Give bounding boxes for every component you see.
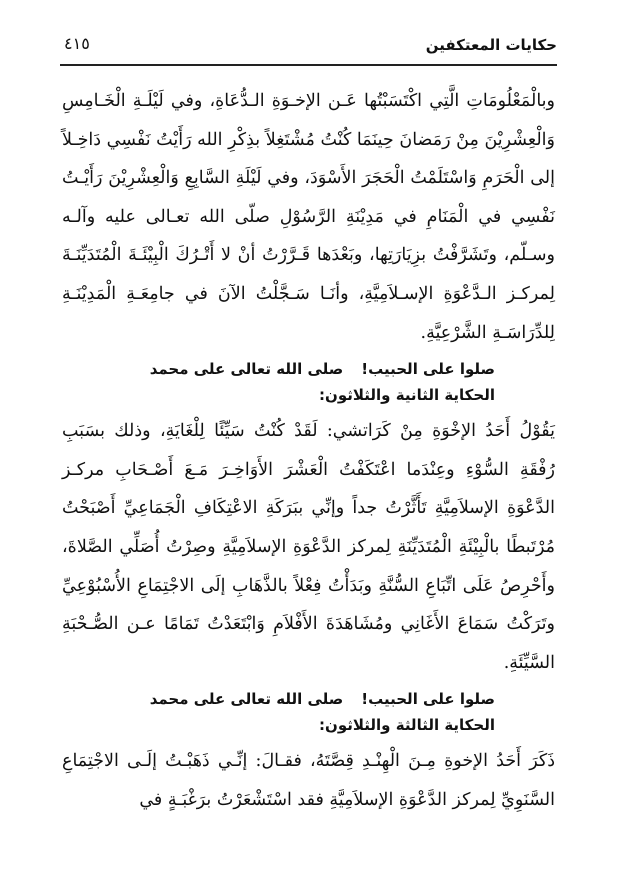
salutation-call: صلوا على الحبيب! [361,360,495,379]
story-paragraph: ذَكَرَ أَحَدُ الإخوةِ مِـنَ الْهِنْـدِ قِصَّتَهُ، فقـالَ: إنِّـي ذَهَبْـتُ إلَـى الاجْتِمَاعِ السَّنَوِيِّ لِمركز الدَّعْوَةِ الإسلاَمِيَّةِ فقد اسْتَشْعَرْتُ برَغْبَـةٍ في [62,751,555,810]
salutation-response: صلى الله تعالى على محمد [149,360,344,379]
salutation-call: صلوا على الحبيب! [361,690,495,709]
story-heading: الحكاية الثالثة والثلاثون: [319,716,495,735]
salutation-line [62,356,555,382]
page-header [60,30,557,66]
salutation-line [62,686,555,712]
story-heading: الحكاية الثانية والثلاثون: [319,386,495,405]
page-body [62,82,555,820]
story-paragraph: وبالْمَعْلُومَاتِ الَّتِي اكْتَسَبْتُها عَـن الإخـوَةِ الـدُّعَاةِ، وفي لَيْلَـةِ الْخَـامِسِ وَالْعِشْرِيْنَ مِنْ رَمَضانَ حِينَمَا كُنْتُ مُشْتَغِلاً بذِكْرِ الله رَأَيْتُ نَفْسِي دَاخِـلاً إلى الْحَرَمِ وَاسْتَلَمْتُ الْحَجَرَ الأَسْوَدَ، وفي لَيْلَةِ السَّابِعِ وَالْعِشْرِيْنَ رَأَيْـتُ نَفْسِي في الْمَنَامِ في مَدِيْنَةِ الرَّسُوْلِ صلّى الله تعـالى عليه وآلـه وسـلّم، وتَشَرَّفْتُ بزِيَارَتِها، وبَعْدَها قَـرَّرْتُ أنْ لا أَتْـرُكَ الْبِيْئَـةَ الْمُتَدَيِّنَـةَ لِمركـز الـدَّعْوَةِ الإسـلاَمِيَّةِ، وأنَـا سَـجَّلْتُ الآنَ في جامِعَـةِ الْمَدِيْنَـةِ لِلدِّرَاسَـةِ الشَّرْعِيَّةِ. [62,91,555,343]
salutation-response: صلى الله تعالى على محمد [149,690,344,709]
page-number: ٤١٥ [64,34,90,53]
story-paragraph: يَقُوْلُ أَحَدُ الإخْوَةِ مِنْ كَرَاتشي: لَقَدْ كُنْتُ سَيِّئًا لِلْغَايَةِ، وذلك بسَبَبِ رُفْقَةِ السُّوْءِ وعِنْدَما اعْتَكَفْتُ الْعَشْرَ الأَوَاخِـرَ مَـعَ أَصْـحَابِ مركـز الدَّعْوَةِ الإسلاَمِيَّةِ تَأَثَّرْتُ جداً وإنِّي ببَرَكَةِ الاعْتِكَافِ الْجَمَاعِيِّ أَصْبَحْتُ مُرْتَبطًا بالْبِيْئَةِ الْمُتَدَيِّنَةِ لِمركز الدَّعْوَةِ الإسلاَمِيَّةِ وصِرْتُ أُصَلِّي الصَّلاةَ، وأَحْرِصُ عَلَى اتِّبَاعِ السُّنَّةِ وبَدَأْتُ فِعْلاً بالذَّهَابِ إلَى الاجْتِمَاعِ الأُسْبُوْعِيِّ وتَرَكْتُ سَمَاعَ الأَغَانِي ومُشَاهَدَةَ الأَفْلاَمِ وَابْتَعَدْتُ تَمَامًا عـن الصُّـحْبَةِ السَّيِّئَةِ. [62,421,555,673]
running-title: حكايات المعتكفين [425,36,557,54]
